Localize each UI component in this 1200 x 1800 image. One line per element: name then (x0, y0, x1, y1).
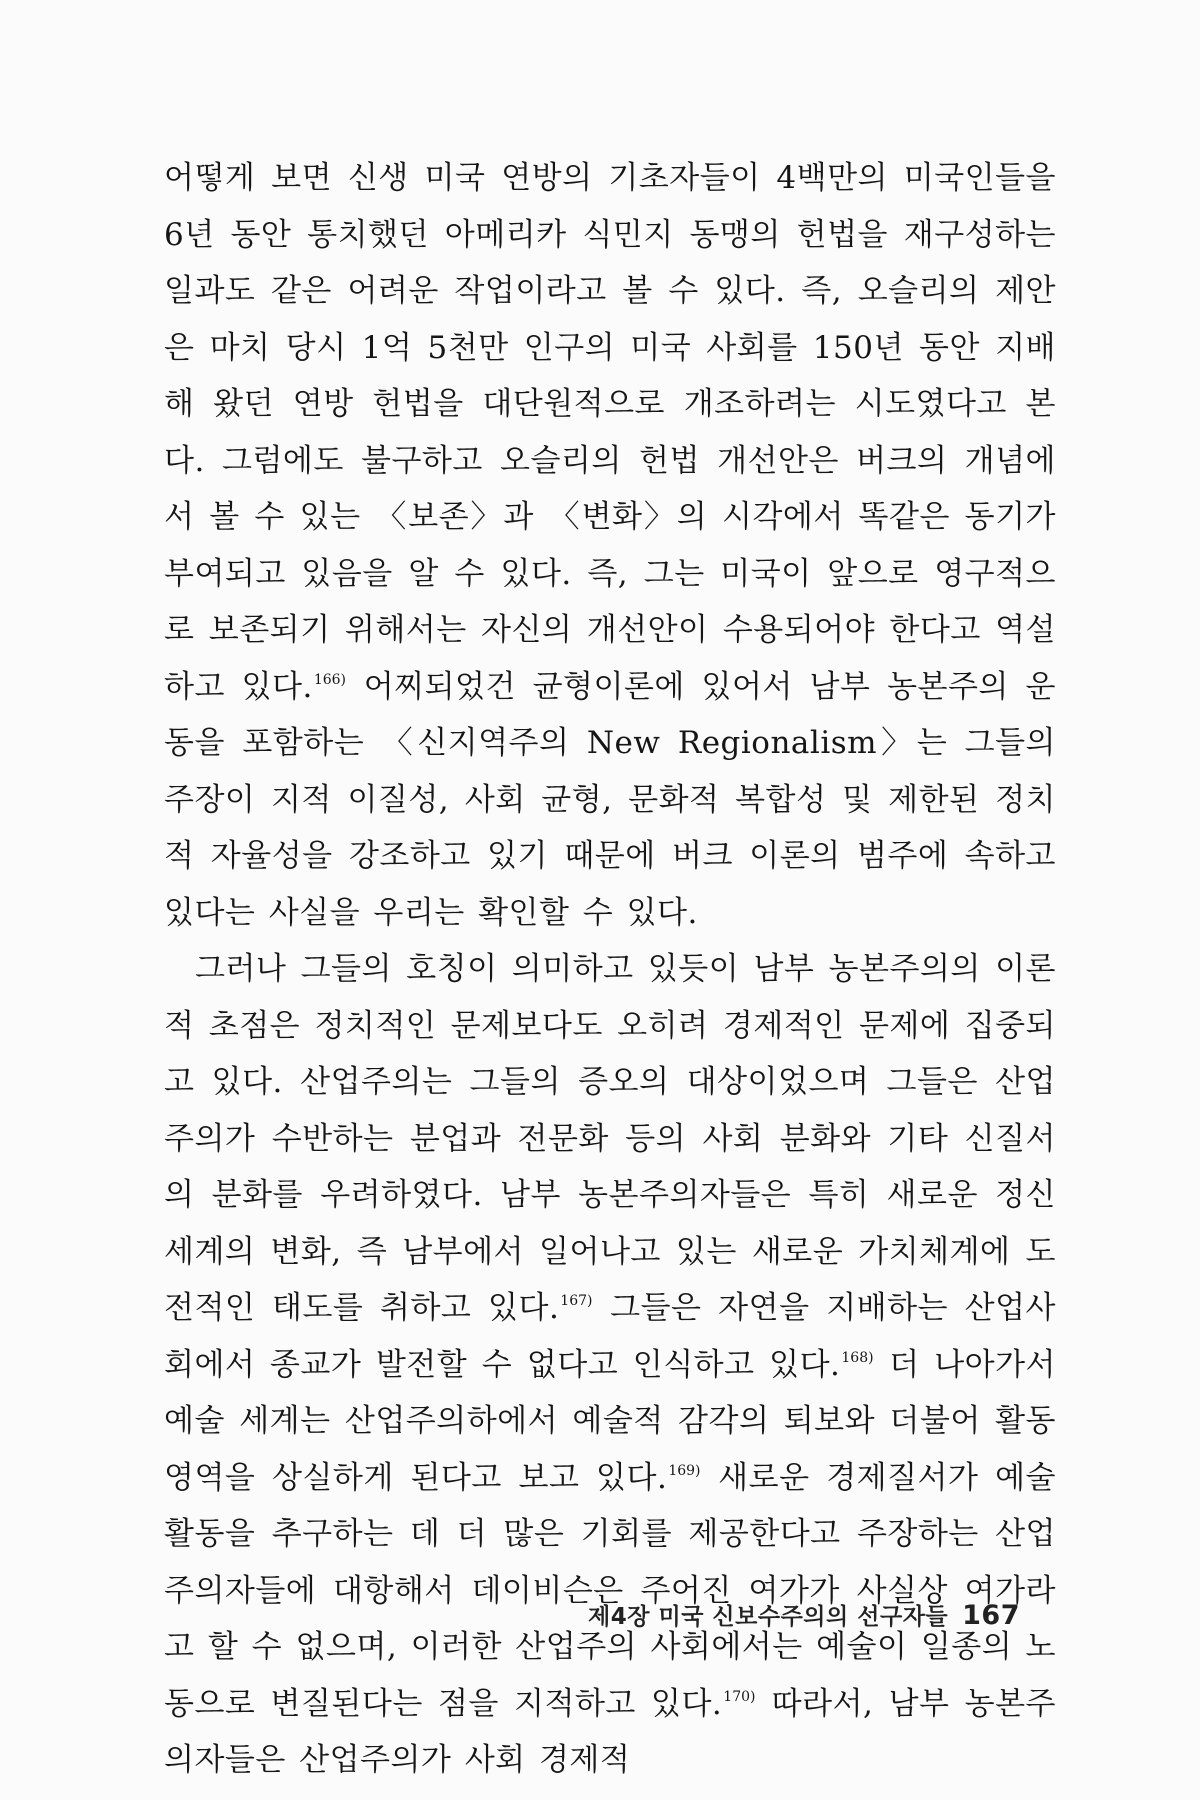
text-segment: 그러나 그들의 호칭이 의미하고 있듯이 남부 농본주의의 이론적 초점은 정치적인 문제보다도 오히려 경제적인 문제에 집중되고 있다. 산업주의는 그들의 증오의 대상이었으며 그들은 산업주의가 수반하는 분업과 전문화 등의 사회 분화와 기타 신질서의 분화를 우려하였다. 남부 농본주의자들은 특히 새로운 정신 세계의 변화, 즉 남부에서 일어나고 있는 새로운 가치체계에 도전적인 태도를 취하고 있다. (164, 951, 1056, 1326)
text-segment: 따라서, 남부 농본주의자들은 산업주의가 사회 경제적 (164, 1685, 1057, 1778)
running-footer (560, 1598, 1020, 1631)
body-text (164, 150, 1056, 1789)
text-segment: 새로운 경제질서가 예술 활동을 추구하는 데 더 많은 기회를 제공한다고 주장하는 산업주의자들에 대항해서 데이비슨은 주어진 여가가 사실상 여가라고 할 수 없으며, 이러한 산업주의 사회에서는 예술이 일종의 노동으로 변질된다는 점을 지적하고 있다. (164, 1459, 1056, 1722)
footnote-ref-168: 168) (841, 1349, 874, 1366)
paragraph-2 (164, 941, 1056, 1789)
text-segment: 더 나아가서 예술 세계는 산업주의하에서 예술적 감각의 퇴보와 더불어 활동 영역을 상실하게 된다고 보고 있다. (164, 1346, 1056, 1496)
chapter-title: 제4장 미국 신보수주의의 선구자들 (588, 1604, 949, 1630)
page-number: 167 (962, 1600, 1020, 1631)
footnote-ref-169: 169) (668, 1462, 701, 1479)
footnote-ref-167: 167) (560, 1293, 593, 1309)
footnote-ref-170: 170) (723, 1688, 756, 1705)
text-segment: 어떻게 보면 신생 미국 연방의 기초자들이 4백만의 미국인들을 6년 동안 통치했던 아메리카 식민지 동맹의 헌법을 재구성하는 일과도 같은 어려운 작업이라고 볼 수 있다. 즉, 오슬리의 제안은 마치 당시 1억 5천만 인구의 미국 사회를 150년 동안 지배해 왔던 연방 헌법을 대단원적으로 개조하려는 시도였다고 본다. 그럼에도 불구하고 오슬리의 헌법 개선안은 버크의 개념에서 볼 수 있는 〈보존〉과 〈변화〉의 시각에서 똑같은 동기가 부여되고 있음을 알 수 있다. 즉, 그는 미국이 앞으로 영구적으로 보존되기 위해서는 자신의 개선안이 수용되어야 한다고 역설하고 있다. (164, 160, 1056, 705)
paragraph-1 (164, 150, 1056, 941)
text-segment: 어찌되었건 균형이론에 있어서 남부 농본주의 운동을 포함하는 〈신지역주의 New Regionalism〉는 그들의 주장이 지적 이질성, 사회 균형, 문화적 복합성 및 제한된 정치적 자율성을 강조하고 있기 때문에 버크 이론의 범주에 속하고 있다는 사실을 우리는 확인할 수 있다. (164, 668, 1056, 931)
footnote-ref-166: 166) (313, 671, 347, 688)
text-segment: 그들은 자연을 지배하는 산업사회에서 종교가 발전할 수 없다고 인식하고 있다. (164, 1290, 1056, 1383)
